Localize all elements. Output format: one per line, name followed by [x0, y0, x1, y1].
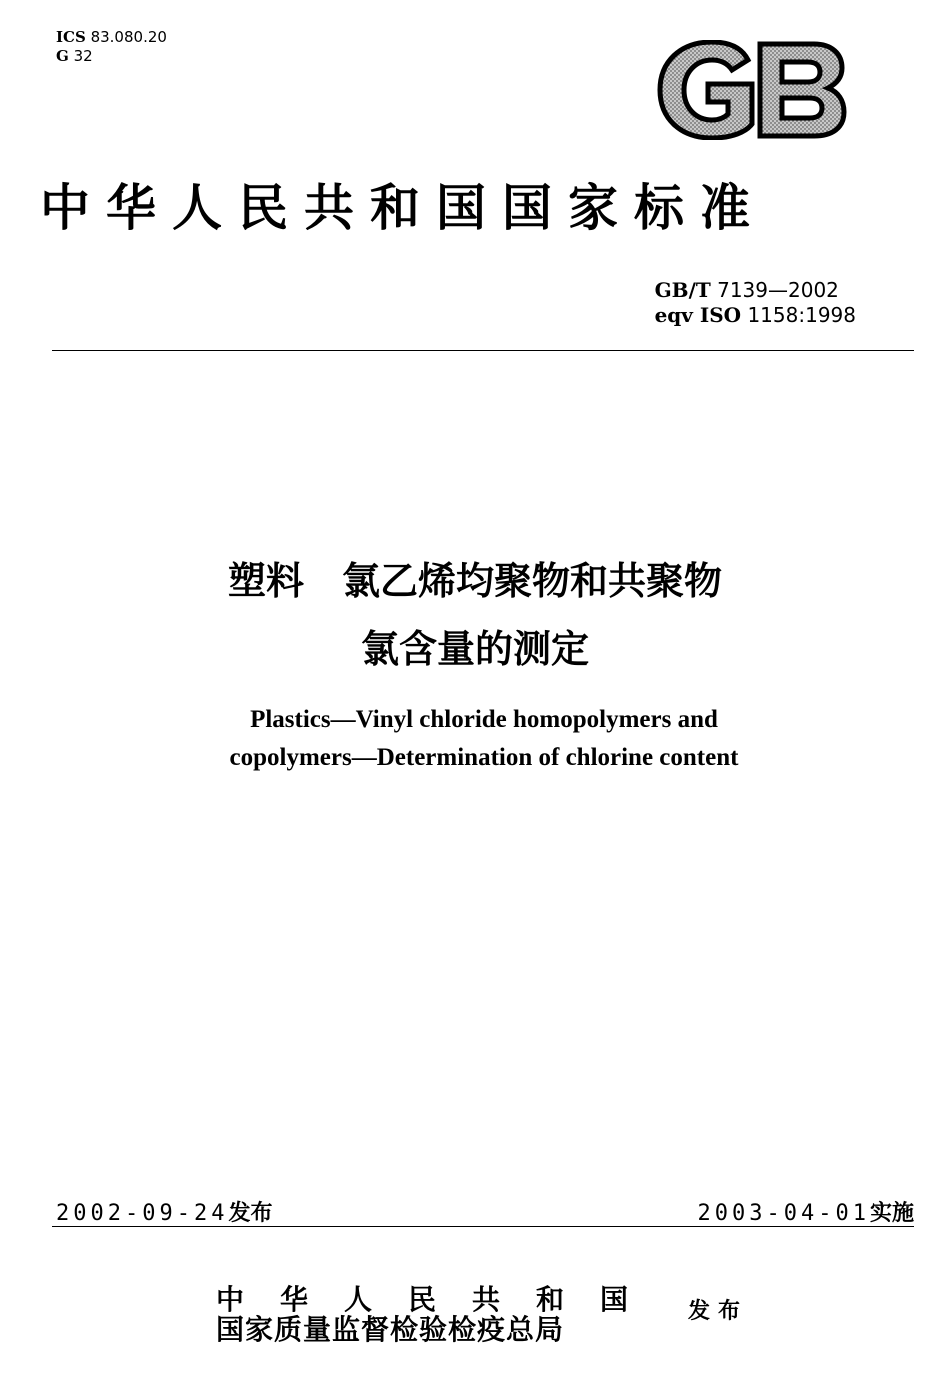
- issue-date-label: 发布: [228, 1201, 273, 1226]
- issuer-action: 发布: [688, 1299, 749, 1324]
- english-title-line-1: Plastics—Vinyl chloride homopolymers and: [250, 706, 718, 733]
- eqv-code-line: [655, 303, 856, 328]
- issue-date: [56, 1196, 272, 1227]
- gb-logo: [656, 40, 848, 140]
- gb-number: 7139—2002: [717, 278, 839, 302]
- eqv-prefix: eqv ISO: [654, 303, 742, 327]
- top-divider: [52, 350, 914, 351]
- national-standard-title: 中华人民共和国国家标准: [40, 178, 766, 237]
- group-code: 32: [73, 47, 93, 65]
- gb-logo-g-shape: [660, 42, 752, 138]
- chinese-title-line-1: 塑料 氯乙烯均聚物和共聚物: [227, 559, 722, 603]
- chinese-title-line-2: 氯含量的测定: [360, 627, 589, 671]
- ics-label: ICS: [56, 28, 86, 46]
- english-title-line-2: copolymers—Determination of chlorine content: [229, 744, 739, 771]
- implementation-date: [698, 1196, 914, 1227]
- issue-date-value: 2002-09-24: [56, 1201, 229, 1226]
- issuer-line-2: 国家质量监督检验检疫总局: [216, 1313, 565, 1346]
- gb-logo-b-shape: [760, 44, 844, 136]
- ics-code: 83.080.20: [90, 28, 167, 46]
- ics-line: [56, 28, 167, 47]
- ics-classification: [56, 28, 167, 66]
- group-label: G: [56, 47, 69, 65]
- impl-date-value: 2003-04-01: [697, 1201, 870, 1226]
- eqv-number: 1158:1998: [747, 303, 856, 327]
- standard-codes: [655, 278, 856, 328]
- group-line: [56, 47, 167, 66]
- bottom-divider: [52, 1226, 914, 1227]
- issuer-line-1: 中华人民共和国: [216, 1283, 665, 1316]
- impl-date-label: 实施: [869, 1201, 914, 1226]
- gb-code-line: [655, 278, 856, 303]
- gb-prefix: GB/T: [654, 278, 711, 302]
